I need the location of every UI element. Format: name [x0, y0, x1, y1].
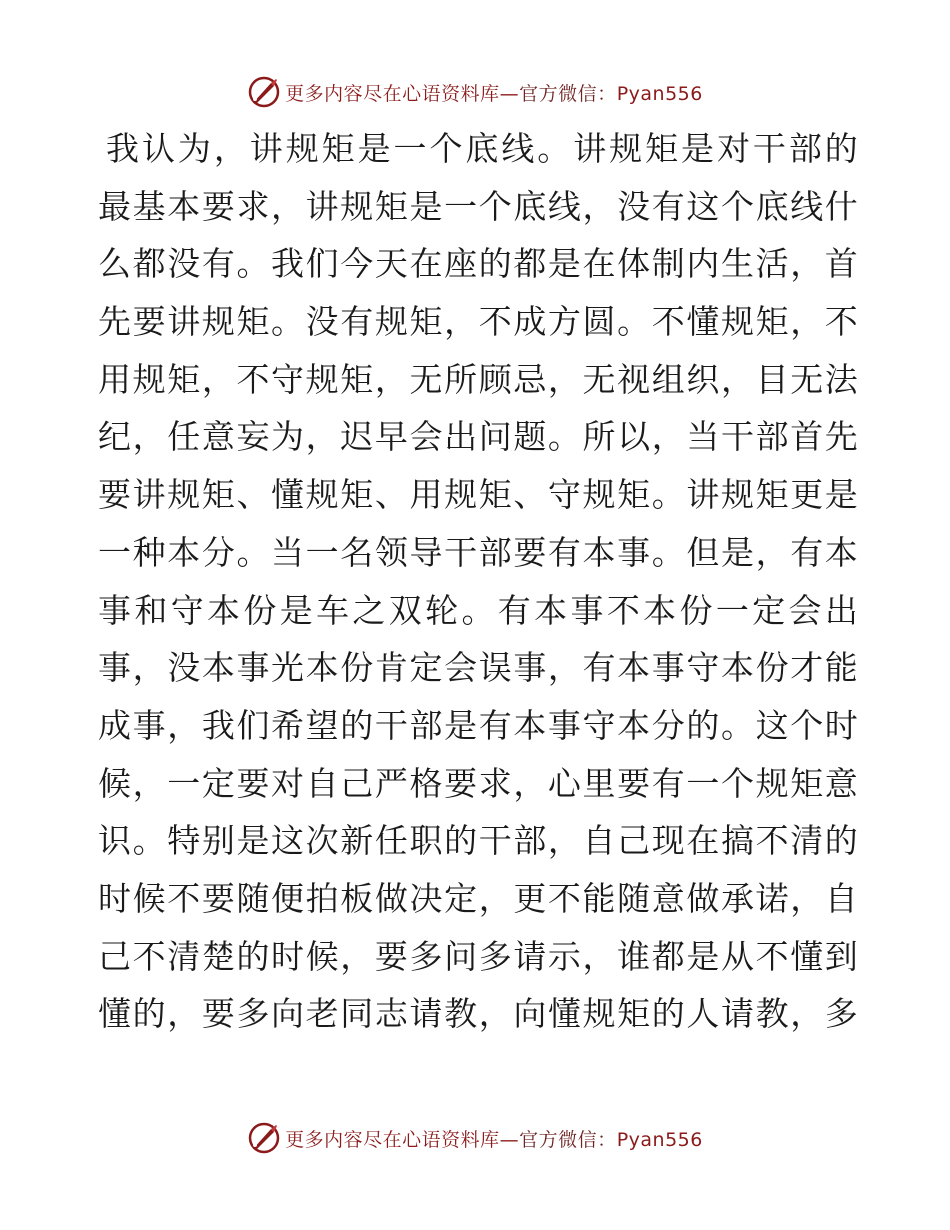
footer-separator: —	[499, 1128, 520, 1151]
text-line: 用 规 矩 ， 不 守 规 矩 ， 无 所 顾 忌 ， 无 视 组 织 ， 目 无 法	[98, 359, 858, 399]
header-separator: —	[499, 82, 520, 105]
header-handle: Pyan556	[616, 82, 703, 105]
quill-pen-logo-icon	[247, 75, 281, 109]
footer-text	[285, 1125, 703, 1152]
footer-site-text: 更多内容尽在心语资料库	[285, 1128, 500, 1151]
header-banner	[0, 72, 950, 112]
footer-handle: Pyan556	[616, 1128, 703, 1151]
quill-pen-logo-icon	[247, 1121, 281, 1155]
text-line: 识 。 特 别 是 这 次 新 任 职 的 干 部 ， 自 己 现 在 搞 不 清 的	[98, 821, 858, 861]
text-line: 懂 的 ， 要 多 向 老 同 志 请 教 ， 向 懂 规 矩 的 人 请 教 ， 多	[98, 994, 858, 1034]
text-line: 己 不 清 楚 的 时 候 ， 要 多 问 多 请 示 ， 谁 都 是 从 不 懂 到	[98, 936, 858, 976]
text-line: 成 事 ， 我 们 希 望 的 干 部 是 有 本 事 守 本 分 的 。 这 个 时	[98, 705, 858, 745]
text-line: 事 ， 没 本 事 光 本 份 肯 定 会 误 事 ， 有 本 事 守 本 份 才 能	[98, 648, 858, 688]
header-site-text: 更多内容尽在心语资料库	[285, 82, 500, 105]
header-text	[285, 79, 703, 106]
text-line: 最 基 本 要 求 ， 讲 规 矩 是 一 个 底 线 ， 没 有 这 个 底 线 什	[98, 186, 858, 226]
text-line: 一 种 本 分 。 当 一 名 领 导 干 部 要 有 本 事 。 但 是 ， 有 本	[98, 532, 858, 572]
text-line: 时 候 不 要 随 便 拍 板 做 决 定 ， 更 不 能 随 意 做 承 诺 ， 自	[98, 878, 858, 918]
text-line: 我 认 为 ， 讲 规 矩 是 一 个 底 线 。 讲 规 矩 是 对 干 部 的	[106, 129, 858, 168]
header-label: 官方微信：	[519, 82, 617, 105]
text-line: 候 ， 一 定 要 对 自 己 严 格 要 求 ， 心 里 要 有 一 个 规 矩 意	[98, 763, 858, 803]
text-line: 纪 ， 任 意 妄 为 ， 迟 早 会 出 问 题 。 所 以 ， 当 干 部 首 先	[98, 417, 858, 457]
footer-label: 官方微信：	[519, 1128, 617, 1151]
document-body	[98, 120, 858, 1043]
text-line: 要 讲 规 矩 、 懂 规 矩 、 用 规 矩 、 守 规 矩 。 讲 规 矩 更 是	[98, 475, 858, 515]
footer-banner	[0, 1118, 950, 1158]
text-line: 先 要 讲 规 矩 。 没 有 规 矩 ， 不 成 方 圆 。 不 懂 规 矩 ， 不	[98, 302, 858, 342]
text-line: 事 和 守 本 份 是 车 之 双 轮 。 有 本 事 不 本 份 一 定 会 出	[98, 590, 858, 630]
text-line: 么 都 没 有 。 我 们 今 天 在 座 的 都 是 在 体 制 内 生 活 ， 首	[98, 244, 858, 284]
